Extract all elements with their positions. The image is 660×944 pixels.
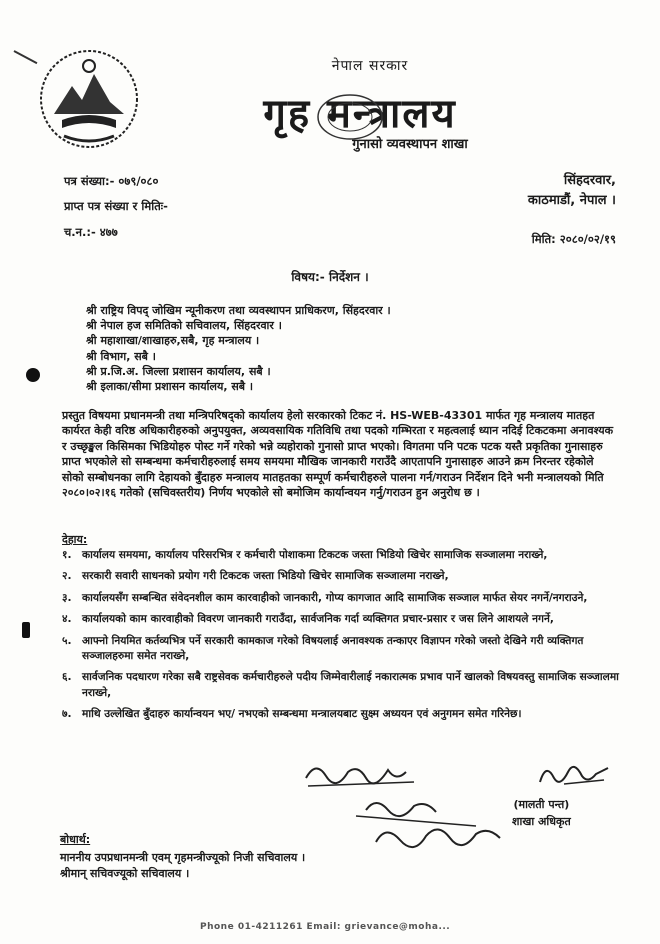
body-paragraph: प्रस्तुत विषयमा प्रधानमन्त्री तथा मन्त्रिपरिषद्को कार्यालय हेलो सरकारको टिकट नं. HS-WEB-43301 मार्फत गृह मन्त्रालय मातहत कार्यरत केही वरिष्ठ अधिकारीहरुको अनुपयुक्त, अव्यवसायिक गतिविधि तथा पदको गम्भिरता र महत्वलाई ध्यान नदिई टिकटकमा अनावश्यक र उच्छृङ्खल किसिमका भिडियोहरु पोस्ट गर्ने गरेको भन्ने व्यहोराको गुनासो प्राप्त भएको। विगतमा पनि पटक पटक यस्तै प्रकृतिका गुनासाहरु प्राप्त भएकोले सो सम्बन्धमा कर्मचारीहरुलाई समय समयमा मौखिक जानकारी गराउँदै आएतापनि गुनासाहरु आउने क्रम निरन्तर रहेकोले सोको सम्बोधनका लागि देहायको बुँदाहरु मन्त्रालय मातहतका सम्पूर्ण कर्मचारीहरुले पालना गर्न/गराउन निर्देशन दिने भनी मन्त्रालयको मिति २०८०।०२।१६ गतेको (सचिवस्तरीय) निर्णय भएकोले सो बमोजिम कार्यान्वयन गर्नु/गराउन हुन अनुरोध छ । [62, 409, 614, 500]
address-line-2: काठमाडौं, नेपाल । [527, 193, 616, 208]
cc-item: माननीय उपप्रधानमन्त्री एवम् गृहमन्त्रीज्यूको निजी सचिवालय । [60, 851, 306, 864]
cc-item: श्रीमान् सचिवज्यूको सचिवालय । [60, 867, 190, 880]
signatory-title: शाखा अधिकृत [512, 815, 571, 828]
received-letter-info: प्राप्त पत्र संख्या र मितिः- [64, 199, 168, 213]
division-name: गुनासो व्यवस्थापन शाखा [352, 137, 468, 152]
letter-number: पत्र संख्या:- ०७९/०८० [64, 174, 159, 188]
instruction-text: माथि उल्लेखित बुँदाहरु कार्यान्वयन भए/ नभएको सम्बन्धमा मन्त्रालयबाट सुक्ष्म अध्ययन एवं अनुगमन समेत गरिनेछ। [82, 708, 522, 721]
instruction-text: कार्यालय समयमा, कार्यालय परिसरभित्र र कर्मचारी पोशाकमा टिकटक जस्ता भिडियो खिचेर सामाजिक सञ्जालमा नराख्ने, [82, 549, 548, 561]
instruction-text: सार्वजनिक पदधारण गरेका सबै राष्ट्रसेवक कर्मचारीहरुले पदीय जिम्मेवारीलाई नकारात्मक प्रभाव पार्ने खालको विषयवस्तु सामाजिक सञ्जालमा नराख्ने, [82, 671, 619, 699]
recipient-item: श्री महाशाखा/शाखाहरु,सबै, गृह मन्त्रालय । [86, 334, 260, 348]
instruction-number: १. [62, 549, 72, 561]
punch-mark [22, 622, 30, 638]
address-line-1: सिंहदरवार, [563, 173, 616, 188]
instruction-item [62, 612, 622, 627]
instruction-text: आफ्नो नियमित कर्तव्यभित्र पर्ने सरकारी कामकाज गरेको विषयलाई अनावश्यक तन्काएर विज्ञापन गरेको जस्तो देखिने गरी व्यक्तिगत सञ्जालहरुमा समेत नराख्ने, [82, 634, 584, 663]
instruction-number: ५. [62, 634, 72, 647]
punch-hole [26, 368, 40, 382]
ministry-title: गृह मन्त्रालय [263, 91, 457, 137]
instruction-number: ४. [62, 613, 72, 626]
instruction-text: कार्यालयको काम कारवाहीको विवरण जानकारी गराउँदा, सार्वजनिक गर्दा व्यक्तिगत प्रचार-प्रसार र जस लिने आशयले नगर्ने, [82, 613, 554, 626]
instruction-item [62, 569, 622, 584]
letter-date: मिति: २०८०/०२/१९ [531, 232, 616, 246]
recipient-item: श्री विभाग, सबै । [86, 349, 156, 363]
instruction-item [62, 591, 622, 606]
instruction-item [62, 548, 622, 563]
subject-line: विषय:- निर्देशन । [291, 270, 369, 284]
instruction-list [62, 548, 622, 729]
recipient-item: श्री राष्ट्रिय विपद् जोखिम न्यूनीकरण तथा व्यवस्थापन प्राधिकरण, सिंहदरवार । [86, 304, 391, 317]
dispatch-number: च.न.:- ४७७ [64, 225, 118, 239]
recipient-item: श्री इलाका/सीमा प्रशासन कार्यालय, सबै । [86, 380, 254, 394]
recipient-list [86, 303, 391, 394]
recipient-item: श्री नेपाल हज समितिको सचिवालय, सिंहदरवार । [86, 319, 282, 333]
signature-icon [534, 754, 614, 794]
instruction-item [62, 707, 622, 722]
recipient-item: श्री प्र.जि.अ. जिल्ला प्रशासन कार्यालय, सबै । [86, 364, 271, 378]
cc-label: बोधार्थ: [60, 833, 91, 846]
instruction-number: २. [62, 570, 72, 583]
footer-contact: Phone 01-4211261 Email: grievance@moha... [200, 922, 451, 932]
instruction-number: ७. [62, 708, 72, 721]
instruction-number: ६. [62, 671, 72, 684]
instruction-item [62, 670, 622, 701]
cc-list [60, 850, 305, 882]
signatory-block [512, 796, 571, 830]
instructions-label: देहाय: [62, 533, 88, 546]
signatory-name: (मालती पन्त) [513, 798, 570, 811]
government-name: नेपाल सरकार [331, 58, 409, 74]
instruction-text: सरकारी सवारी साधनको प्रयोग गरी टिकटक जस्ता भिडियो खिचेर सामाजिक सञ्जालमा नराख्ने, [82, 570, 449, 583]
instruction-number: ३. [62, 591, 72, 604]
handwritten-annotation-icon [296, 752, 526, 862]
instruction-text: कार्यालयसँग सम्बन्धित संवेदनशील काम कारवाहीको जानकारी, गोप्य कागजात आदि सामाजिक सञ्जाल मार्फत सेयर नगर्ने/नगराउने, [82, 591, 588, 604]
instruction-item [62, 634, 622, 665]
